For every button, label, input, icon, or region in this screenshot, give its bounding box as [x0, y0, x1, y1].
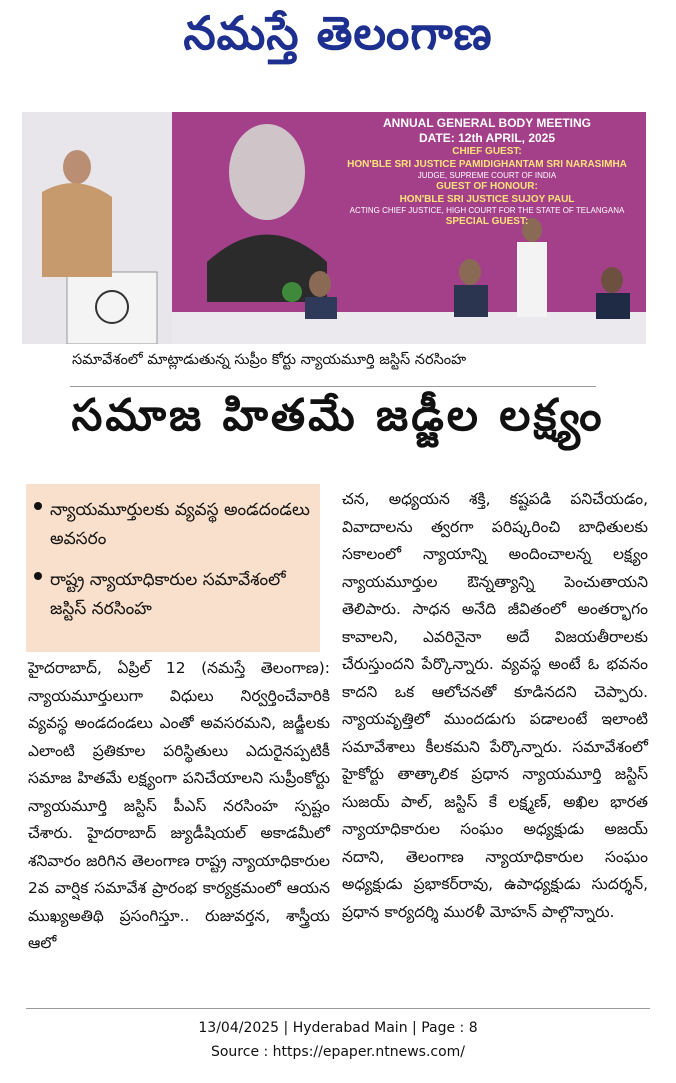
highlight-item: [26, 484, 320, 554]
bullet-icon: [34, 502, 42, 510]
bullet-icon: [34, 572, 42, 580]
footer-divider: [26, 1008, 650, 1009]
footer-source: Source : https://epaper.ntnews.com/: [210, 1044, 466, 1060]
highlight-text: రాష్ట్ర న్యాయాధికారుల సమావేశంలో జస్టిస్ నరసింహ: [50, 569, 286, 619]
banner-special-label: SPECIAL GUEST:: [445, 216, 529, 227]
news-photo: [22, 112, 646, 344]
banner-chief-label: CHIEF GUEST:: [452, 146, 522, 157]
dais-table: [172, 312, 646, 344]
article-body-right: చన, అధ్యయన శక్తి, కష్టపడి పనిచేయడం, వివాదాలను త్వరగా పరిష్కరించి బాధితులకు సకాలంలో న్యాయాన్ని అందించాలన్న లక్ష్యం న్యాయమూర్తుల ఔన్నత్యాన్ని పెంచుతాయని తెలిపారు. సాధన అనేది జీవితంలో అంతర్భాగం కావాలని, ఎవరినైనా అదే విజయతీరాలకు చేరుస్తుందని పేర్కొన్నారు. వ్యవస్థ అంటే ఓ భవనం కాదని ఒక ఆలోచనతో కూడినదని చెప్పారు. న్యాయవృత్తిలో ముందడుగు పడాలంటే ఇలాంటి సమావేశాలు కీలకమని పేర్కొన్నారు. సమావేశంలో హైకోర్టు తాత్కాలిక ప్రధాన న్యాయమూర్తి జస్టిస్ సుజయ్ పాల్, జస్టిస్ కే లక్ష్మణ్, అఖిల భారత న్యాయాధికారుల సంఘం అధ్యక్షుడు అజయ్ నదాని, తెలంగాణ న్యాయాధికారుల సంఘం అధ్యక్షుడు ప్రభాకర్‌రావు, ఉపాధ్యక్షుడు సుదర్శన్, ప్రధాన కార్యదర్శి మురళీ మోహన్ పాల్గొన్నారు.: [342, 490, 648, 921]
photo-caption: సమావేశంలో మాట్లాడుతున్న సుప్రీం కోర్టు న్యాయమూర్తి జస్టిస్ నరసింహ: [72, 352, 467, 368]
banner-line1: ANNUAL GENERAL BODY MEETING: [382, 116, 592, 130]
speaker-body: [42, 183, 112, 277]
portrait-face: [229, 124, 305, 220]
dignitary-2: [459, 259, 481, 285]
headline: సమాజ హితమే జడ్జీల లక్ష్యం: [71, 390, 605, 441]
banner-text: [322, 116, 646, 229]
banner-honour-name: HON'BLE SRI JUSTICE SUJOY PAUL: [399, 193, 575, 205]
dignitary-1: [309, 271, 331, 297]
banner-honour-role: ACTING CHIEF JUSTICE, HIGH COURT FOR THE STATE OF TELANGANA: [349, 206, 625, 215]
article-body-left: హైదరాబాద్, ఏప్రిల్ 12 (నమస్తే తెలంగాణ): న్యాయమూర్తులుగా విధులు నిర్వర్తించేవారికి వ్యవస్థ అండదండలు ఎంతో అవసరమని, జడ్జీలకు ఎలాంటి ప్రతికూల పరిస్థితులు ఎదురైనప్పటికీ సమాజ హితమే లక్ష్యంగా పనిచేయాలని సుప్రీంకోర్టు న్యాయమూర్తి జస్టిస్ పీఎస్ నరసింహ స్పష్టం చేశారు. హైదరాబాద్ జ్యుడీషియల్ అకాడమీలో శనివారం జరిగిన తెలంగాణ రాష్ట్ర న్యాయాధికారుల 2వ వార్షిక సమావేశ ప్రారంభ కార్యక్రమంలో ఆయన ముఖ్యఅతిథి ప్రసంగిస్తూ.. రుజువర్తన, శాస్త్రీయ ఆలో: [28, 659, 330, 952]
speaker-head: [63, 150, 91, 184]
banner-honour-label: GUEST OF HONOUR:: [436, 181, 538, 192]
highlight-text: న్యాయమూర్తులకు వ్యవస్థ అండదండలు అవసరం: [50, 500, 310, 549]
flower-vase: [282, 282, 302, 302]
dignitary-3: [601, 267, 623, 293]
footer-dateline: 13/04/2025 | Hyderabad Main | Page : 8: [198, 1020, 478, 1036]
masthead-title: నమస్తే తెలంగాణ: [183, 6, 493, 60]
banner-chief-name: HON'BLE SRI JUSTICE PAMIDIGHANTAM SRI NARASIMHA: [347, 158, 627, 170]
banner-date: DATE: 12th APRIL, 2025: [418, 131, 556, 145]
podium: [67, 272, 157, 344]
banner-chief-role: JUDGE, SUPREME COURT OF INDIA: [417, 171, 557, 180]
highlight-item: [26, 554, 320, 624]
highlights-box: [26, 484, 320, 652]
caption-divider: [70, 386, 596, 387]
